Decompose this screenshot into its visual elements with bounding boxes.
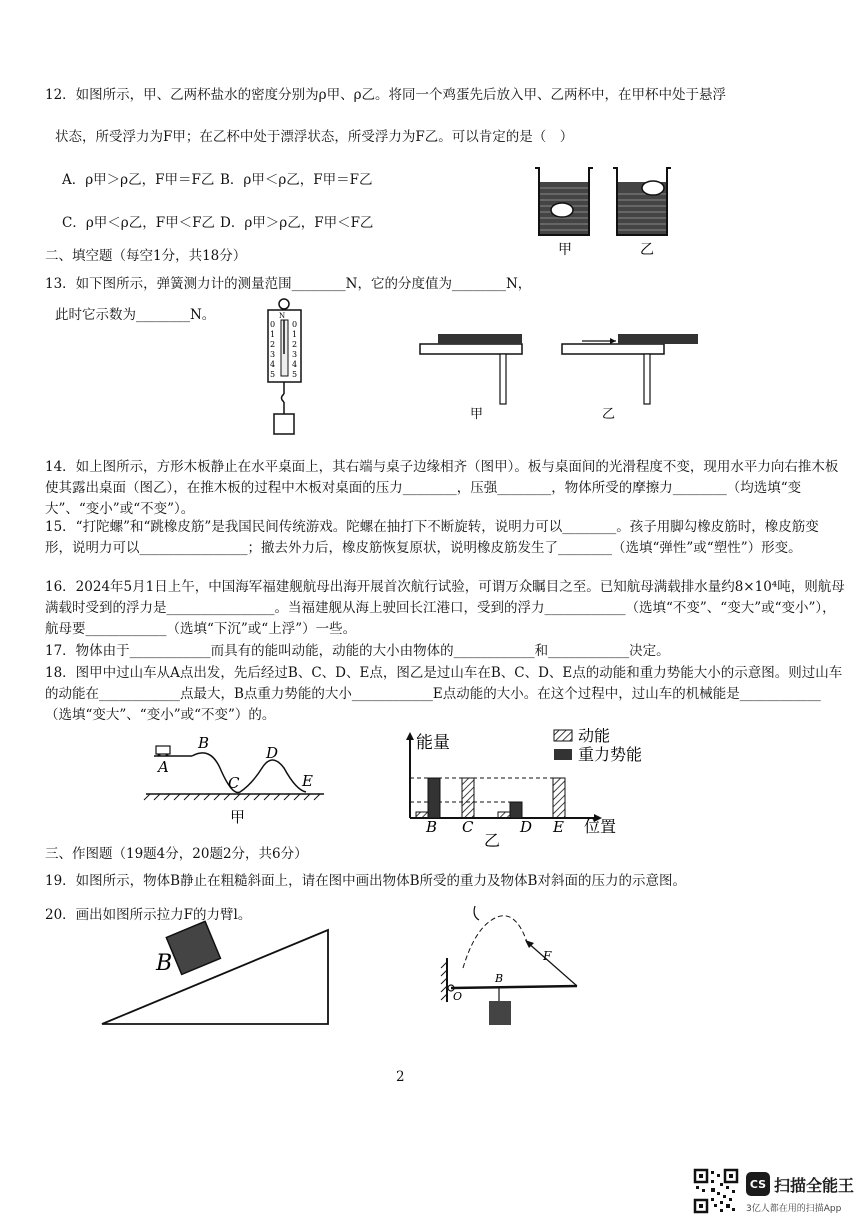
section3-heading: 三、作图题（19题4分，20题2分，共6分）	[45, 846, 308, 862]
brand-slogan: 3亿人都在用的扫描App	[746, 1204, 842, 1214]
egg-jia	[551, 203, 573, 217]
legend-kinetic: 动能	[578, 728, 611, 745]
potential-bar-3	[510, 802, 522, 818]
beaker-jia	[535, 168, 593, 235]
label-jia: 甲	[470, 407, 484, 422]
beaker-yi	[613, 168, 671, 235]
energy-chart-figure	[398, 728, 683, 850]
svg-text:B: B	[495, 972, 504, 985]
potential-bar-0	[428, 778, 440, 818]
y-axis-label: 能量	[416, 733, 450, 753]
svg-text:2: 2	[292, 340, 298, 349]
svg-text:A: A	[158, 758, 169, 776]
kinetic-bar-5	[553, 778, 565, 818]
q14-text: 14．如上图所示，方形木板静止在水平桌面上，其右端与桌子边缘相齐（图甲）。板与桌面间的光滑程度不变，现用水平力向右推木板使其露出桌面（图乙），在推木板的过程中木板对桌面的压力________，压强________，物体所受的摩擦力________（均选填“变大”、“变小”或“不变”）。	[45, 459, 839, 517]
svg-text:5: 5	[270, 370, 276, 379]
legend-potential: 重力势能	[578, 745, 643, 764]
q13-line2: 此时它示数为________N。	[55, 307, 216, 323]
q20-text: 20．画出如图所示拉力F的力臂l。	[45, 907, 252, 923]
q12-option-b: B．ρ甲＜ρ乙，F甲＝F乙	[220, 172, 373, 188]
svg-text:B: B	[426, 818, 438, 836]
page-number: 2	[396, 1069, 405, 1085]
q12-option-d: D．ρ甲＞ρ乙，F甲＜F乙	[220, 215, 374, 231]
svg-text:4: 4	[292, 360, 298, 369]
roller-coaster-figure	[140, 728, 330, 826]
svg-text:B: B	[198, 734, 210, 752]
svg-text:D: D	[520, 818, 533, 836]
q13-line1: 13．如下图所示，弹簧测力计的测量范围________N，它的分度值为________N，	[45, 276, 532, 292]
svg-text:C: C	[228, 774, 240, 792]
q19-text: 19．如图所示，物体B静止在粗糙斜面上，请在图中画出物体B所受的重力及物体B对斜面的压力的示意图。	[45, 873, 686, 889]
energy-bars	[416, 778, 565, 818]
qr-code-icon	[693, 1168, 739, 1214]
svg-text:甲: 甲	[230, 808, 246, 826]
q17-text: 17．物体由于____________而具有的能叫动能，动能的大小由物体的____________和____________决定。	[45, 643, 670, 659]
svg-text:2: 2	[270, 340, 276, 349]
spring-scale-figure	[260, 296, 320, 438]
brand-logo-icon: CS	[746, 1172, 770, 1196]
svg-text:0: 0	[292, 320, 298, 329]
svg-text:C: C	[462, 818, 474, 836]
svg-text:0: 0	[270, 320, 276, 329]
beakers-figure	[525, 160, 705, 260]
q12-line1: 12．如图所示，甲、乙两杯盐水的密度分别为ρ甲、ρ乙。将同一个鸡蛋先后放入甲、乙两杯中，在甲杯中处于悬浮	[45, 87, 727, 103]
svg-text:3: 3	[270, 350, 276, 359]
section2-heading: 二、填空题（每空1分，共18分）	[45, 248, 247, 264]
label-yi: 乙	[640, 242, 654, 258]
svg-text:1: 1	[270, 330, 276, 339]
q12-option-c: C．ρ甲＜ρ乙，F甲＜F乙	[62, 215, 215, 231]
svg-text:4: 4	[270, 360, 276, 369]
q15-text: 15．“打陀螺”和“跳橡皮筋”是我国民间传统游戏。陀螺在抽打下不断旋转，说明力可以________。孩子用脚勾橡皮筋时，橡皮筋变形，说明力可以________________；撤去外力后，橡皮筋恢复原状，说明橡皮筋发生了________（选填“弹性”或“塑性”）形变。	[45, 519, 819, 556]
svg-text:5: 5	[292, 370, 298, 379]
svg-text:E: E	[553, 818, 564, 836]
label-yi: 乙	[602, 407, 616, 422]
cart-icon	[156, 746, 170, 754]
q18-text: 18．图甲中过山车从A点出发，先后经过B、C、D、E点，图乙是过山车在B、C、D、E点的动能和重力势能大小的示意图。则过山车的动能在____________点最大，B点重力势能的大小____________E点动能的大小。在这个过程中，过山车的机械能是____________（选填“变大”、“变小”或“不变”）的。	[45, 665, 843, 723]
lever-figure	[435, 898, 595, 1033]
kinetic-bar-4	[498, 812, 510, 818]
svg-text:3: 3	[292, 350, 298, 359]
label-jia: 甲	[558, 242, 572, 258]
board-table-figure	[412, 330, 702, 422]
x-axis-label: 位置	[584, 817, 617, 836]
q12-line2: 状态，所受浮力为F甲；在乙杯中处于漂浮状态，所受浮力为F乙。可以肯定的是（ ）	[55, 129, 574, 145]
egg-yi	[642, 181, 664, 195]
weight-block	[274, 414, 294, 434]
q16-text: 16．2024年5月1日上午，中国海军福建舰航母出海开展首次航行试验，可谓万众瞩目之至。已知航母满载排水量约8×10⁴吨，则航母满载时受到的浮力是________________。当福建舰从海上驶回长江港口，受到的浮力____________（选填“不变”、“变大”或“变小”），航母要____________（选填“下沉”或“上浮”）一些。	[45, 579, 845, 637]
svg-text:O: O	[453, 990, 463, 1003]
kinetic-bar-2	[462, 778, 474, 818]
svg-text:乙: 乙	[484, 831, 501, 850]
svg-text:D: D	[266, 744, 279, 762]
incline-figure	[98, 920, 333, 1030]
block-label: B	[156, 951, 173, 976]
svg-text:E: E	[302, 772, 313, 790]
scale-unit: N	[279, 312, 286, 320]
q12-option-a: A．ρ甲＞ρ乙，F甲＝F乙	[62, 172, 215, 188]
brand-name: 扫描全能王	[774, 1176, 855, 1195]
svg-text:1: 1	[292, 330, 298, 339]
svg-text:F: F	[543, 949, 552, 963]
